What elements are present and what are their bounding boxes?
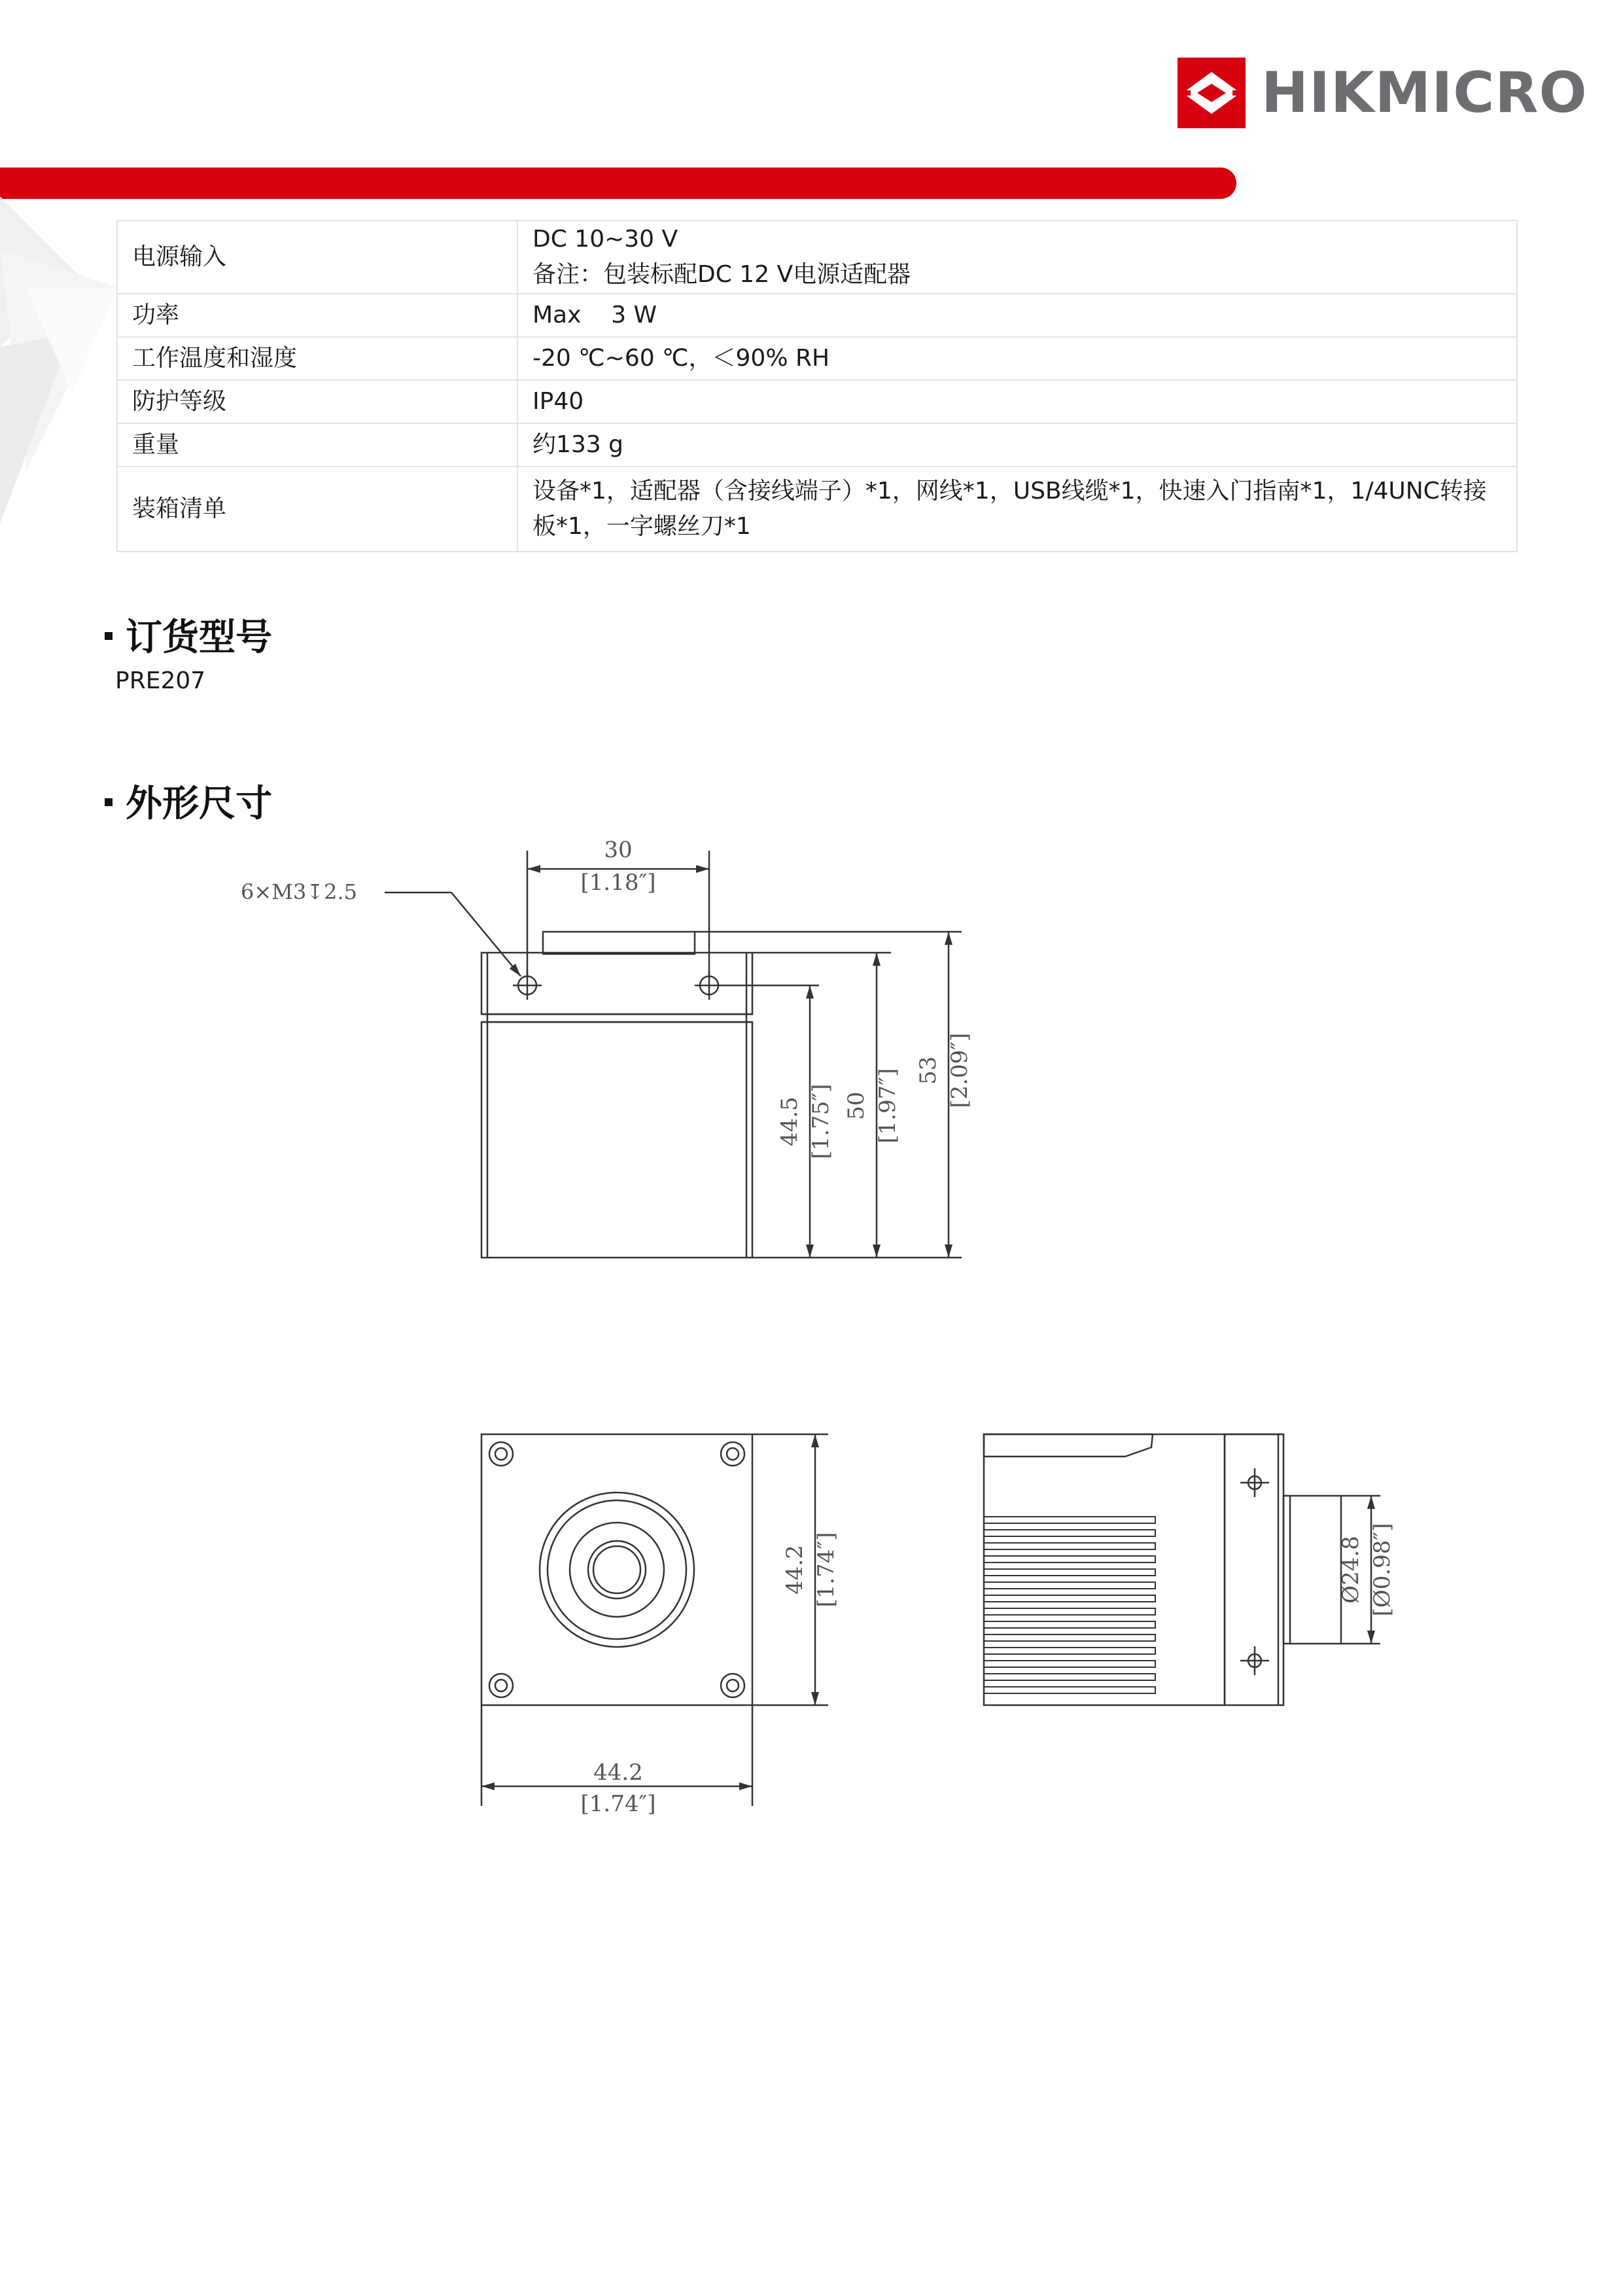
spec-value-line: DC 10~30 V <box>532 226 678 253</box>
front-height-label: 44.2 <box>782 1545 808 1595</box>
order-heading-text: 订货型号 <box>126 616 272 659</box>
spec-row-weight <box>117 423 1517 467</box>
hikmicro-logo-icon <box>1178 58 1246 128</box>
top-width-inch-label: [1.18″] <box>580 870 656 896</box>
front-width-inch-label: [1.74″] <box>580 1791 656 1817</box>
height-44-5-inch-label: [1.75″] <box>808 1084 834 1159</box>
height-50-label: 50 <box>843 1091 869 1120</box>
height-44-5-label: 44.5 <box>777 1097 803 1146</box>
front-width-label: 44.2 <box>593 1759 643 1786</box>
spec-key: 重量 <box>117 423 517 467</box>
front-height-inch-label: [1.74″] <box>813 1532 839 1608</box>
spec-value-line: 板*1，一字螺丝刀*1 <box>532 513 751 540</box>
spec-row-power <box>117 294 1517 337</box>
spec-value-line: 设备*1，适配器（含接线端子）*1，网线*1，USB线缆*1，快速入门指南*1，1/4UNC转接 <box>532 478 1487 504</box>
spec-key: 装箱清单 <box>117 467 517 552</box>
order-model: PRE207 <box>115 667 206 694</box>
spec-row-power-input <box>117 221 1517 294</box>
height-53-label: 53 <box>915 1056 941 1085</box>
spec-row-package <box>117 467 1517 552</box>
height-53-inch-label: [2.09″] <box>947 1033 973 1108</box>
bullet-icon <box>105 798 113 806</box>
spec-row-temperature <box>117 337 1517 380</box>
spec-key: 防护等级 <box>117 380 517 423</box>
spec-key: 工作温度和湿度 <box>117 337 517 380</box>
lens-diameter-label: Ø24.8 <box>1338 1536 1364 1604</box>
spec-row-protection <box>117 380 1517 423</box>
spec-value <box>517 467 1517 552</box>
decorative-triangles <box>0 196 118 537</box>
spec-value: 约133 g <box>517 423 1517 467</box>
header-red-bar <box>0 168 1236 199</box>
spec-value <box>517 221 1517 294</box>
dimensions-heading <box>105 775 272 827</box>
bullet-icon <box>105 632 113 640</box>
spec-key: 电源输入 <box>117 221 517 294</box>
dimensions-heading-text: 外形尺寸 <box>126 783 272 825</box>
spec-value-line: 备注：包装标配DC 12 V电源适配器 <box>532 261 911 288</box>
spec-table <box>116 220 1518 552</box>
order-heading <box>105 609 272 661</box>
top-width-label: 30 <box>604 837 633 863</box>
hikmicro-logo <box>1178 58 1588 130</box>
hole-spec-label: 6×M3↧2.5 <box>241 879 357 904</box>
spec-value: IP40 <box>517 380 1517 423</box>
spec-value: Max 3 W <box>517 294 1517 337</box>
height-50-inch-label: [1.97″] <box>875 1068 901 1144</box>
brand-name: HIKMICRO <box>1261 60 1588 126</box>
spec-value: -20 ℃~60 ℃，＜90% RH <box>517 337 1517 380</box>
spec-key: 功率 <box>117 294 517 337</box>
lens-diameter-inch-label: [Ø0.98″] <box>1369 1523 1395 1617</box>
